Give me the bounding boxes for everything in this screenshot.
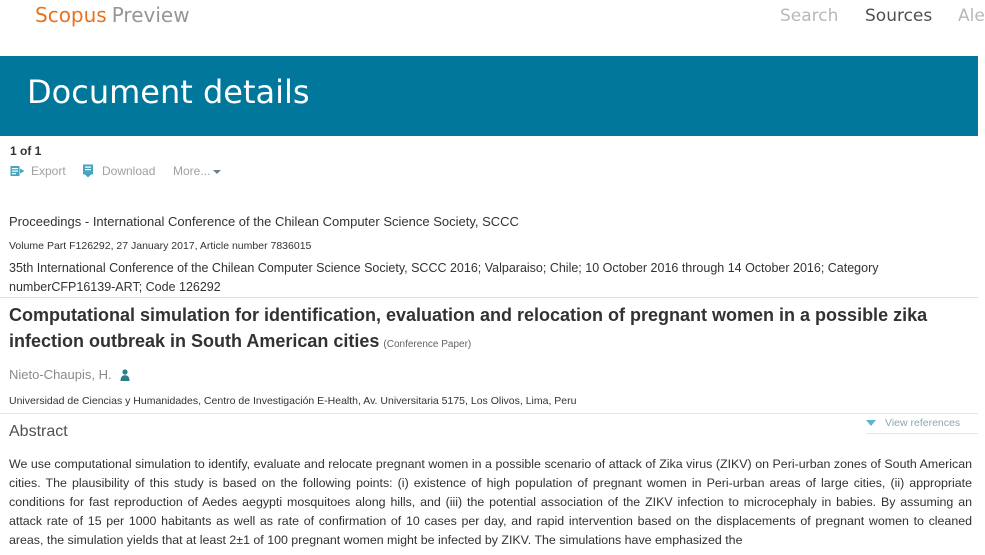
nav-search-link[interactable]: Search [780, 6, 839, 26]
abstract-heading: Abstract [9, 423, 68, 440]
view-references-label: View references [885, 417, 961, 429]
more-menu-button[interactable] [173, 163, 221, 179]
abstract-text: We use computational simulation to identify, evaluate and relocate pregnant women in a possible scenario of attack of Zika virus (ZIKV) on Peri-urban zones of South American cities. The plausibility of this study is based on the following points: (i) existence of high population of pregnant women in Peri-urban areas of large cities, (ii) appropriate conditions for fast reproduction of Aedes aegypti mosquitoes along hills, and (iii) the potential association of the ZIKV infection to microcephaly in babies. By assuming an attack rate of 15 per 1000 habitants as well as rate of confirmation of 10 cases per day, and rapid intervention based on the displacements of pregnant women to cleaned areas, the simulation yields that at least 2±1 of 100 pregnant women might be infected by ZIKV. The simulations have emphasized the [9, 457, 972, 547]
logo-brand: Scopus [35, 3, 107, 27]
triangle-down-icon [866, 420, 876, 426]
download-icon [81, 164, 96, 178]
top-navigation-bar [0, 0, 985, 56]
download-button[interactable] [81, 163, 155, 179]
chevron-down-icon [213, 170, 221, 174]
author-name[interactable]: Nieto-Chaupis, H. [9, 367, 112, 382]
view-references-link[interactable] [866, 416, 960, 430]
document-title [9, 302, 974, 358]
conference-info: 35th International Conference of the Chilean Computer Science Society, SCCC 2016; Valparaiso; Chile; 10 October 2016 through 14 October 2016; Category numberCFP16139-ART; Code 126292 [9, 261, 879, 294]
export-label: Export [31, 164, 66, 178]
divider [0, 413, 978, 414]
divider [0, 297, 978, 298]
author-row [9, 366, 130, 384]
more-label: More... [173, 164, 211, 178]
document-title-text: Computational simulation for identification, evaluation and relocation of pregnant women in a possible zika infection outbreak in South American cities [9, 305, 928, 351]
divider [866, 433, 978, 434]
page-title: Document details [27, 73, 310, 111]
nav-sources-link[interactable]: Sources [865, 6, 933, 26]
nav-alerts-link[interactable]: Ale [958, 6, 985, 26]
result-pager: 1 of 1 [10, 144, 42, 158]
source-title[interactable]: Proceedings - International Conference of the Chilean Computer Science Society, SCCC [9, 214, 519, 229]
page-banner [0, 56, 978, 136]
export-icon [10, 164, 25, 178]
document-type: (Conference Paper) [383, 339, 472, 350]
export-button[interactable] [10, 163, 66, 179]
scopus-logo[interactable] [35, 0, 190, 30]
person-icon[interactable] [120, 369, 130, 381]
logo-preview: Preview [111, 3, 190, 27]
author-affiliation: Universidad de Ciencias y Humanidades, Centro de Investigación E-Health, Av. Universitaria 5175, Los Olivos, Lima, Peru [9, 395, 577, 407]
download-label: Download [102, 164, 156, 178]
volume-info: Volume Part F126292, 27 January 2017, Article number 7836015 [9, 240, 312, 252]
